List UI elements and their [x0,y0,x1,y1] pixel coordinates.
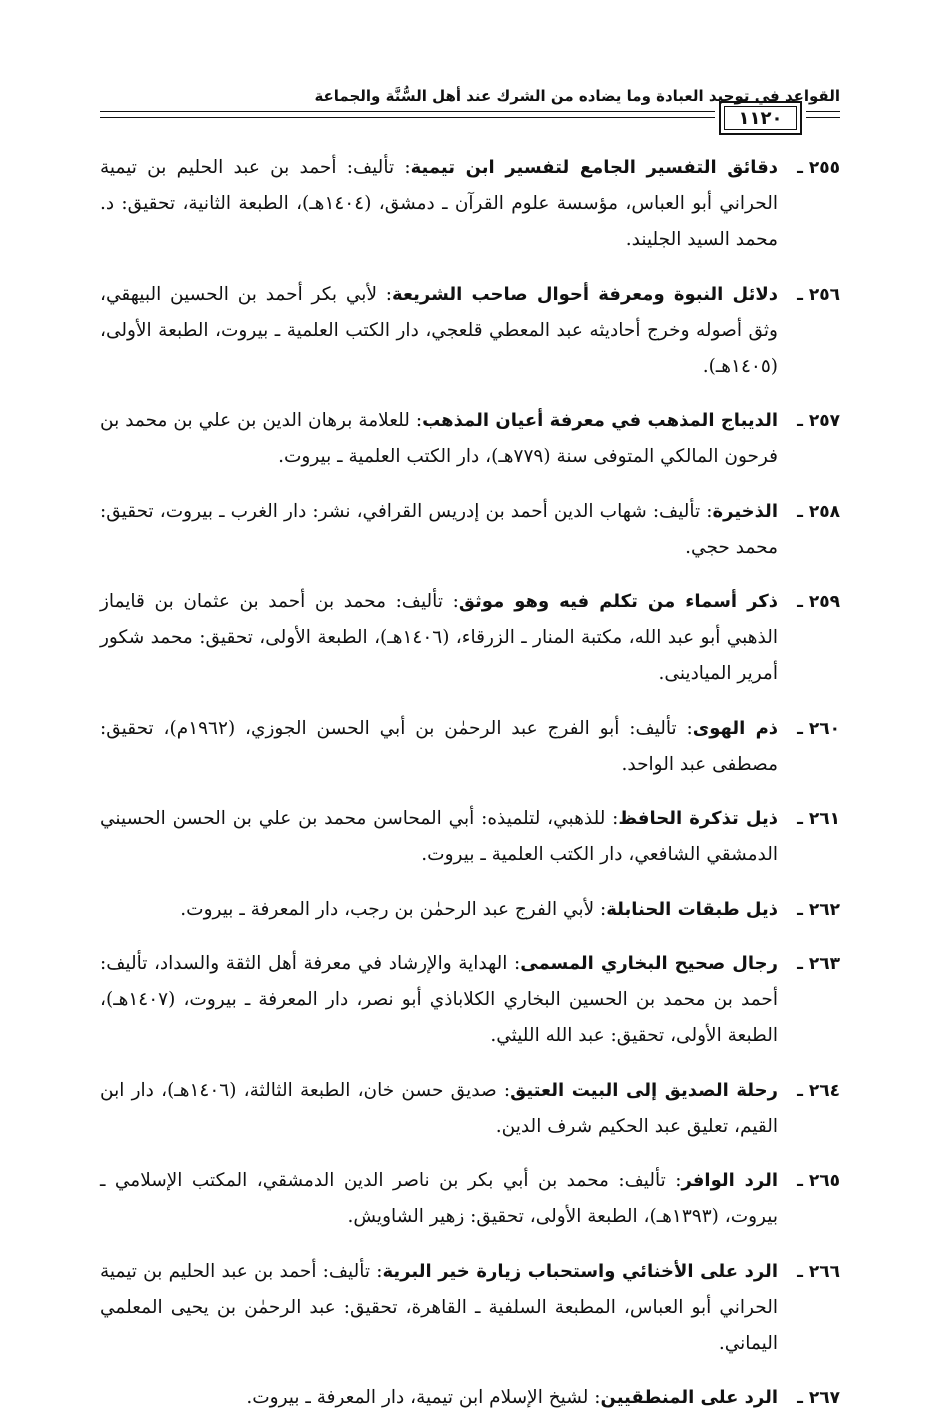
entry-number: ٢٥٨ ـ [797,501,840,522]
entry-title: ذكر أسماء من تكلم فيه وهو موثق [458,591,778,612]
entry-number: ٢٦٧ ـ [797,1388,840,1408]
entry-details: : الهداية والإرشاد في معرفة أهل الثقة والسداد، تأليف: أحمد بن محمد بن الحسين البخاري الكلاباذي أبو نصر، دار المعرفة ـ بيروت، (١٤٠٧هـ)، الطبعة الأولى، تحقيق: عبد الله الليثي. [100,953,778,1046]
entry-title: الرد الوافر [681,1170,778,1191]
entry-number: ٢٥٧ ـ [797,411,840,431]
entry-details: : لأبي الفرج عبد الرحمٰن بن رجب، دار المعرفة ـ بيروت. [180,898,607,920]
bibliography-entry [100,801,840,873]
entry-number: ٢٦٣ ـ [797,954,841,974]
entry-details: : للعلامة برهان الدين بن علي بن محمد بن فرحون المالكي المتوفى سنة (٧٧٩هـ)، دار الكتب العلمية ـ بيروت. [100,410,778,467]
entry-details: : للذهبي، لتلميذه: أبي المحاسن محمد بن علي بن الحسن الحسيني الدمشقي الشافعي، دار الكتب العلمية ـ بيروت. [100,808,778,865]
entry-number: ٢٥٩ ـ [797,592,840,612]
bibliography-entry [100,584,840,692]
bibliography-entry [100,277,840,385]
entry-details: : لأبي بكر أحمد بن الحسين البيهقي، وثق أصوله وخرج أحاديثه عبد المعطي قلعجي، دار الكتب العلمية ـ بيروت، الطبعة الأولى، (١٤٠٥هـ). [100,283,778,377]
entry-title: الرد على المنطقيين [600,1387,778,1408]
entry-title: الرد على الأخنائي واستحباب زيارة خير البرية [382,1260,778,1282]
entry-details: : تأليف: شهاب الدين أحمد بن إدريس القرافي، نشر: دار الغرب ـ بيروت، تحقيق: محمد حجي. [100,500,778,558]
entry-title: ذيل تذكرة الحافظ [618,808,778,829]
entry-details: : صديق حسن خان، الطبعة الثالثة، (١٤٠٦هـ)، دار ابن القيم، تعليق عبد الحكيم شرف الدين. [100,1079,778,1137]
entry-number: ٢٦١ ـ [797,809,840,829]
bibliography-entry [100,946,840,1054]
entry-details: : تأليف: أحمد بن عبد الحليم بن تيمية الحراني أبو العباس، مؤسسة علوم القرآن ـ دمشق، (١٤٠٤هـ)، الطبعة الثانية، تحقيق: د. محمد السيد الجليند. [100,157,778,250]
entry-number: ٢٦٦ ـ [797,1261,840,1282]
entry-title: رجال صحيح البخاري المسمى [520,953,779,974]
bibliography-entry [100,494,840,566]
bibliography-entry [100,1163,840,1235]
entry-title: دلائل النبوة ومعرفة أحوال صاحب الشريعة [392,283,779,305]
entry-title: رحلة الصديق إلى البيت العتيق [510,1079,778,1101]
entry-title: ذيل طبقات الحنابلة [606,898,778,920]
entry-title: ذم الهوى [692,717,778,739]
page-number: ١١٢٠ [724,106,797,130]
bibliography-list [100,150,840,1419]
entry-number: ٢٥٦ ـ [797,284,841,305]
entry-details: : لشيخ الإسلام ابن تيمية، دار المعرفة ـ بيروت. [246,1387,601,1408]
entry-number: ٢٦٤ ـ [797,1080,840,1101]
entry-number: ٢٥٥ ـ [797,158,841,178]
entry-details: : تأليف: أحمد بن عبد الحليم بن تيمية الحراني أبو العباس، المطبعة السلفية ـ القاهرة، تحقيق: عبد الرحمٰن بن يحيى المعلمي اليماني. [100,1260,778,1354]
header-rule-lower [100,117,715,118]
header-rule-right-lower [806,117,840,118]
bibliography-entry [100,892,840,928]
entry-title: الديباج المذهب في معرفة أعيان المذهب [422,410,778,431]
entry-number: ٢٦٥ ـ [797,1171,840,1191]
bibliography-entry [100,1254,840,1362]
entry-number: ٢٦٢ ـ [797,899,840,920]
bibliography-entry [100,150,840,258]
entry-details: : تأليف: محمد بن أحمد بن عثمان بن قايماز الذهبي أبو عبد الله، مكتبة المنار ـ الزرقاء، (١٤٠٦هـ)، الطبعة الأولى، تحقيق: محمد شكور أمرير الميادينى. [100,591,778,684]
entry-details: : تأليف: محمد بن أبي بكر بن ناصر الدين الدمشقي، المكتب الإسلامي ـ بيروت، (١٣٩٣هـ)، الطبعة الأولى، تحقيق: زهير الشاويش. [100,1170,778,1227]
bibliography-entry [100,711,840,783]
bibliography-entry [100,1073,840,1145]
entry-details: : تأليف: أبو الفرج عبد الرحمٰن بن أبي الحسن الجوزي، (١٩٦٢م)، تحقيق: مصطفى عبد الواحد. [100,717,778,775]
running-header: القواعد في توحيد العبادة وما يضاده من الشرك عند أهل السُّنَّة والجماعة [314,87,840,105]
entry-number: ٢٦٠ ـ [797,718,840,739]
header-rule-right-upper [806,111,840,112]
entry-title: الذخيرة [712,500,778,522]
page-number-frame [719,101,802,135]
bibliography-entry [100,1380,840,1416]
header-rule-upper [100,111,715,112]
entry-title: دقائق التفسير الجامع لتفسير ابن تيمية [410,157,779,178]
bibliography-entry [100,403,840,475]
